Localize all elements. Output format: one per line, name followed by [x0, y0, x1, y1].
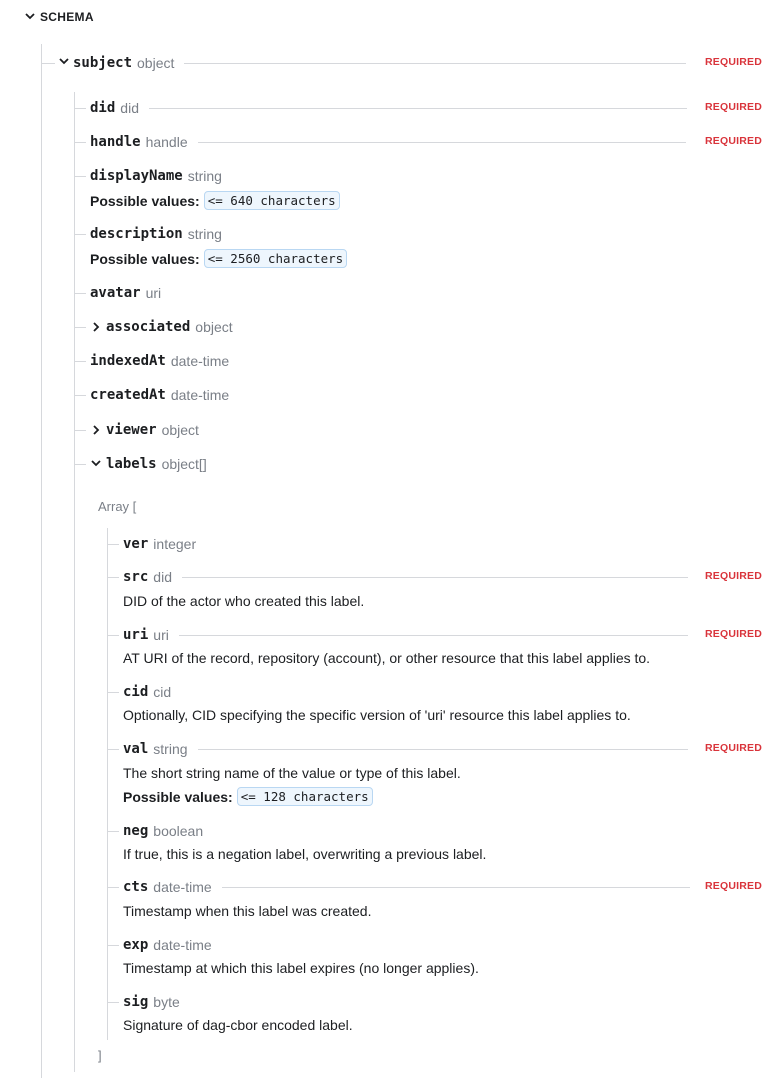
- tree-branch: [107, 831, 119, 832]
- divider: [198, 749, 688, 750]
- chevron-down-icon: [57, 52, 73, 74]
- chevron-right-icon: [90, 419, 106, 441]
- property-neg: [123, 820, 203, 842]
- array-open-bracket: Array [: [98, 499, 137, 514]
- property-viewer[interactable]: [90, 419, 199, 441]
- possible-values: [123, 787, 373, 806]
- property-name: subject: [73, 55, 133, 71]
- property-uri: [123, 624, 688, 646]
- property-type: date-time: [170, 387, 230, 403]
- property-description-text: If true, this is a negation label, overwriting a previous label.: [123, 846, 487, 862]
- property-exp: [123, 934, 212, 956]
- required-badge: REQUIRED: [704, 570, 762, 582]
- property-handle: [90, 131, 686, 153]
- property-name: cid: [123, 684, 149, 700]
- tree-branch: [107, 1002, 119, 1003]
- tree-branch: [74, 234, 86, 235]
- property-name: createdAt: [90, 387, 166, 403]
- tree-branch: [107, 635, 119, 636]
- divider: [149, 108, 687, 109]
- tree-branch: [74, 395, 86, 396]
- property-name: did: [90, 100, 116, 116]
- tree-branch: [74, 464, 86, 465]
- property-name: ver: [123, 536, 149, 552]
- divider: [182, 577, 688, 578]
- property-type: uri: [153, 627, 169, 643]
- schema-header[interactable]: [25, 10, 94, 24]
- tree-line-labels: [107, 528, 108, 1040]
- property-createdAt: [90, 384, 229, 406]
- property-did: [90, 97, 687, 119]
- property-labels[interactable]: [90, 453, 207, 475]
- possible-values-label: Possible values:: [123, 788, 233, 805]
- property-name: exp: [123, 937, 149, 953]
- property-src: [123, 566, 688, 588]
- property-sig: [123, 991, 180, 1013]
- property-cts: [123, 876, 690, 898]
- constraint-badge: <= 128 characters: [237, 787, 373, 806]
- property-name: labels: [106, 456, 157, 472]
- divider: [184, 63, 686, 64]
- property-name: src: [123, 569, 149, 585]
- property-name: sig: [123, 994, 149, 1010]
- property-val: [123, 738, 688, 760]
- property-type: object: [161, 422, 199, 438]
- required-badge: REQUIRED: [704, 101, 762, 113]
- required-badge: REQUIRED: [704, 135, 762, 147]
- constraint-badge: <= 640 characters: [204, 191, 340, 210]
- property-type: date-time: [153, 879, 212, 895]
- tree-branch: [74, 293, 86, 294]
- tree-branch: [107, 692, 119, 693]
- property-type: date-time: [170, 353, 230, 369]
- possible-values-label: Possible values:: [90, 192, 200, 209]
- chevron-down-icon: [90, 453, 106, 475]
- property-name: viewer: [106, 422, 157, 438]
- tree-line-root: [41, 44, 42, 1078]
- property-displayName: [90, 165, 222, 187]
- property-type: date-time: [153, 937, 212, 953]
- property-type: object: [137, 55, 175, 71]
- property-name: cts: [123, 879, 149, 895]
- tree-branch: [74, 176, 86, 177]
- property-type: integer: [153, 536, 197, 552]
- property-description-text: Timestamp when this label was created.: [123, 903, 372, 919]
- property-type: string: [153, 741, 188, 757]
- tree-branch: [107, 945, 119, 946]
- schema-label: SCHEMA: [40, 10, 94, 24]
- tree-branch: [107, 749, 119, 750]
- divider: [198, 142, 686, 143]
- property-description-text: Timestamp at which this label expires (no longer applies).: [123, 960, 479, 976]
- property-type: byte: [153, 994, 180, 1010]
- property-name: neg: [123, 823, 149, 839]
- tree-branch: [74, 142, 86, 143]
- property-type: string: [187, 226, 222, 242]
- divider: [179, 635, 688, 636]
- property-type: did: [120, 100, 139, 116]
- tree-branch: [107, 887, 119, 888]
- array-close-bracket: ]: [98, 1048, 102, 1063]
- property-name: val: [123, 741, 149, 757]
- property-type: handle: [145, 134, 188, 150]
- property-name: handle: [90, 134, 141, 150]
- property-name: uri: [123, 627, 149, 643]
- divider: [222, 887, 690, 888]
- property-type: uri: [145, 285, 162, 301]
- property-subject[interactable]: [57, 52, 762, 74]
- tree-branch: [41, 63, 55, 64]
- property-name: description: [90, 226, 183, 242]
- tree-branch: [74, 327, 86, 328]
- required-badge: REQUIRED: [704, 628, 762, 640]
- property-type: cid: [153, 684, 172, 700]
- tree-branch: [107, 544, 119, 545]
- property-description-text: Signature of dag-cbor encoded label.: [123, 1017, 353, 1033]
- property-associated[interactable]: [90, 316, 233, 338]
- property-ver: [123, 533, 196, 555]
- possible-values: [90, 249, 347, 268]
- chevron-right-icon: [90, 316, 106, 338]
- property-type: object[]: [161, 456, 207, 472]
- chevron-down-icon: [25, 11, 40, 23]
- property-description-text: AT URI of the record, repository (account), or other resource that this label applies to.: [123, 650, 651, 666]
- property-type: boolean: [153, 823, 204, 839]
- property-avatar: [90, 282, 161, 304]
- required-badge: REQUIRED: [704, 742, 762, 754]
- property-type: did: [153, 569, 172, 585]
- property-name: indexedAt: [90, 353, 166, 369]
- property-description: [90, 223, 222, 245]
- property-name: displayName: [90, 168, 183, 184]
- property-description-text: The short string name of the value or type of this label.: [123, 765, 461, 781]
- property-description-text: DID of the actor who created this label.: [123, 593, 365, 609]
- required-badge: REQUIRED: [704, 56, 762, 68]
- property-name: associated: [106, 319, 191, 335]
- property-indexedAt: [90, 350, 229, 372]
- possible-values: [90, 191, 340, 210]
- property-cid: [123, 681, 171, 703]
- tree-line-subject: [74, 92, 75, 1072]
- constraint-badge: <= 2560 characters: [204, 249, 347, 268]
- tree-branch: [74, 430, 86, 431]
- property-name: avatar: [90, 285, 141, 301]
- tree-branch: [107, 577, 119, 578]
- required-badge: REQUIRED: [704, 880, 762, 892]
- tree-branch: [74, 361, 86, 362]
- tree-branch: [74, 108, 86, 109]
- property-type: string: [187, 168, 222, 184]
- property-description-text: Optionally, CID specifying the specific version of 'uri' resource this label applies to.: [123, 707, 631, 723]
- possible-values-label: Possible values:: [90, 250, 200, 267]
- property-type: object: [195, 319, 233, 335]
